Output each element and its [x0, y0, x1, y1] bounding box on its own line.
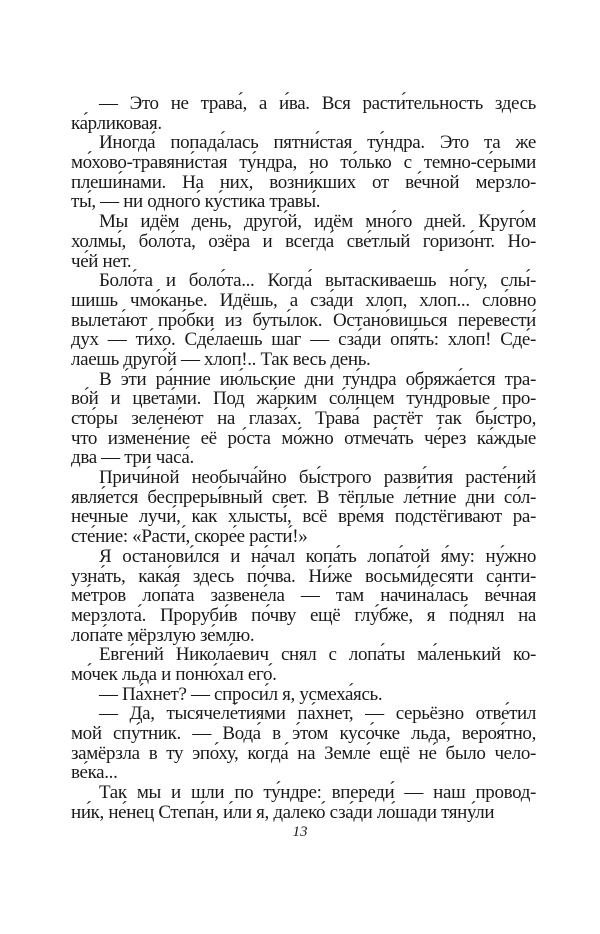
- text-line: во́й и цвета́ми. Под жа́рким со́лнцем ту́ндровые про-: [71, 388, 536, 410]
- paragraph: [71, 94, 536, 133]
- text-line: мо́чек льда и поню́хал его́.: [71, 663, 277, 685]
- text-line: что измене́ние её ро́ста мо́жно отмеча́ть че́рез ка́ждые: [71, 427, 536, 449]
- text-line: дух — ти́хо. Сде́лаешь шаг — сза́ди опя́ть: хлоп! Сде́-: [71, 329, 536, 351]
- paragraph: [71, 547, 536, 645]
- paragraph: [71, 783, 536, 822]
- text-line: че́й нет.: [71, 250, 132, 272]
- text-line: Мы идём день, друго́й, идём мно́го дней. Круго́м: [99, 211, 536, 233]
- paragraph: [71, 212, 536, 271]
- body-text: [71, 94, 536, 822]
- text-line: сте́ние: «Расти́, скоре́е расти́!»: [71, 526, 308, 548]
- text-line: холмы́, боло́та, озёра и всегда́ све́тлый горизо́нт. Но-: [71, 230, 536, 252]
- text-line: Боло́та и боло́та... Когда́ вытаскиваешь но́гу, слы́-: [99, 270, 536, 292]
- text-line: замёрзла в ту эпо́ху, когда́ на Земле́ ещё не́ было чело-: [71, 742, 536, 764]
- text-line: нечные лучи́, как хлысты́, всё вре́мя подстёгивают ра-: [71, 506, 536, 528]
- text-line: Иногда́ попада́лась пятни́стая ту́ндра. Это та же: [99, 132, 536, 154]
- text-line: плеши́нами. На них, возни́кших от ве́чной мерзло-: [71, 171, 536, 193]
- text-line: В э́ти ра́нние ию́льские дни ту́ндра обряжа́ется тра-: [99, 368, 536, 390]
- text-line: ты́, — ни одного́ ку́стика травы́.: [71, 191, 321, 213]
- text-line: ни́к, не́нец Степа́н, и́ли я, далеко́ сза́ди ло́шади тяну́ли: [71, 801, 495, 823]
- text-line: — Это не трава́, а и́ва. Вся расти́тельность здесь: [99, 93, 536, 114]
- paragraph: [71, 704, 536, 783]
- text-line: мерзлота́. Проруби́в по́чву ещё глу́бже, я по́днял на: [71, 604, 536, 626]
- paragraph: [71, 370, 536, 468]
- text-line: вылета́ют про́бки из буты́лок. Остано́вишься перевести́: [71, 309, 536, 331]
- paragraph: [71, 645, 536, 684]
- text-line: шишь чмо́канье. Идёшь, а сза́ди хлоп, хлоп... сло́вно: [71, 289, 536, 311]
- text-line: Причи́ной необыча́йно бы́строго разви́тия расте́ний: [99, 467, 536, 489]
- text-line: мо́хово-травяни́стая ту́ндра, но то́лько с темно-се́рыми: [71, 152, 536, 174]
- paragraph: [71, 685, 536, 705]
- text-line: явля́ется беспреры́вный свет. В тёплые ле́тние дни со́л-: [71, 486, 536, 508]
- text-line: мой спу́тник. — Вода́ в э́том кусо́чке льда, вероя́тно,: [71, 723, 536, 744]
- text-line: ме́тров лопа́та зазвене́ла — там начина́лась ве́чная: [71, 585, 536, 607]
- paragraph: [71, 133, 536, 212]
- text-line: два — три часа́.: [71, 447, 194, 469]
- text-line: Так мы и шли по ту́ндре: впереди́ — наш провод-: [99, 782, 536, 804]
- text-line: лопа́те мёрзлую зе́млю.: [71, 624, 255, 646]
- text-line: — Па́хнет? — спроси́л я, усмеха́ясь.: [99, 683, 383, 705]
- text-line: лаешь друго́й — хлоп!.. Так весь день.: [71, 348, 371, 370]
- text-line: узна́ть, кака́я здесь по́чва. Ни́же восьми́десяти санти-: [71, 565, 536, 587]
- page-number: 13: [292, 824, 308, 840]
- text-line: Я останови́лся и на́чал копа́ть лопа́той я́му: ну́жно: [99, 545, 536, 567]
- text-line: ка́рликовая.: [71, 112, 162, 134]
- text-line: ве́ка...: [71, 762, 118, 784]
- text-line: — Да, тысячеле́тиями па́хнет, — серьёзно отве́тил: [99, 703, 536, 725]
- paragraph: [71, 271, 536, 369]
- text-line: сто́ры зелене́ют на глаза́х. Трава́ растёт так бы́стро,: [71, 408, 536, 429]
- paragraph: [71, 468, 536, 547]
- text-line: Евге́ний Никола́евич снял с лопа́ты ма́ленький ко-: [99, 644, 536, 666]
